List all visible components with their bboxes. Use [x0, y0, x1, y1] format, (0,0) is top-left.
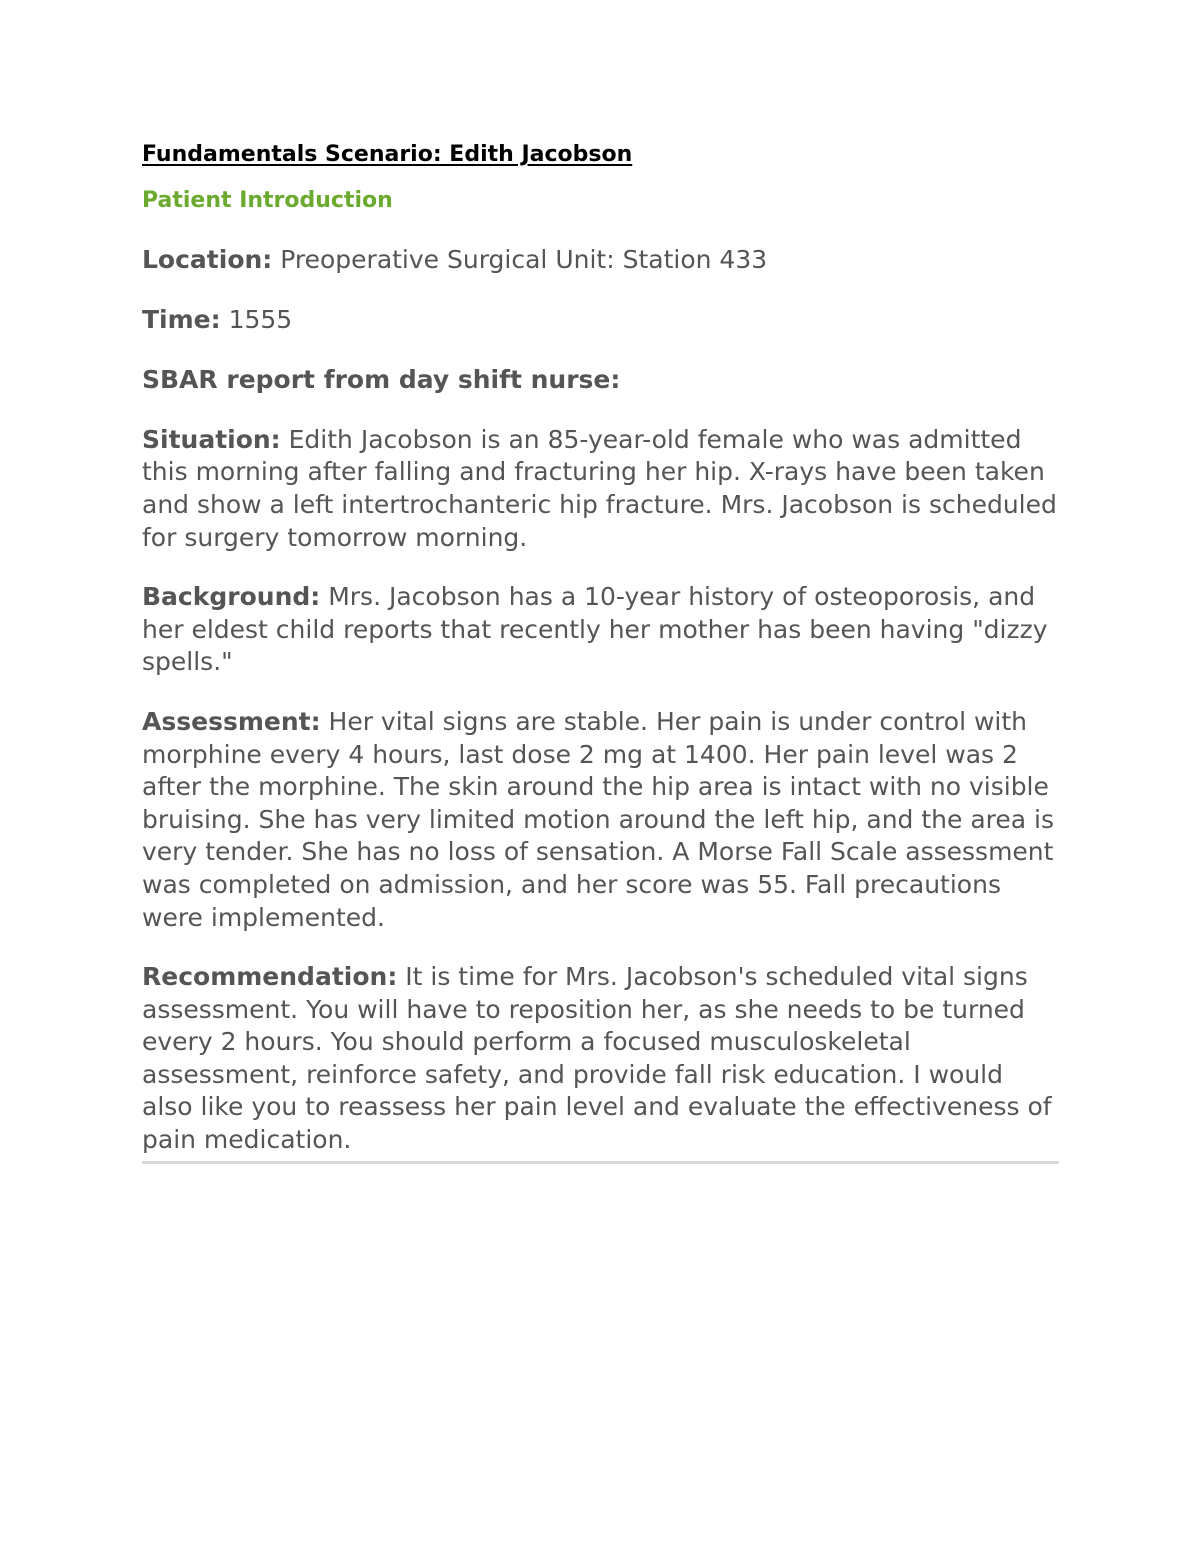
recommendation-text: It is time for Mrs. Jacobson's scheduled vital signs assessment. You will have to reposition her, as she needs to be turned every 2 hours. You should perform a focused musculoskeletal assessment, reinforce safety, and provide fall risk education. I would also like you to reassess her pain level and evaluate the effectiveness of pain medication. — [142, 962, 1052, 1155]
background-label: Background: — [142, 582, 321, 612]
situation-text: Edith Jacobson is an 85-year-old female who was admitted this morning after falling and fracturing her hip. X-rays have been taken and show a left intertrochanteric hip fracture. Mrs. Jacobson is scheduled for surgery tomorrow morning. — [142, 424, 1057, 552]
background-text: Mrs. Jacobson has a 10-year history of osteoporosis, and her eldest child reports that recently her mother has been having "dizzy spells." — [142, 582, 1048, 677]
situation-label: Situation: — [142, 424, 281, 454]
situation-paragraph — [142, 424, 1059, 554]
document-page — [142, 139, 1059, 1164]
recommendation-paragraph — [142, 961, 1059, 1157]
location-value: Preoperative Surgical Unit: Station 433 — [272, 245, 768, 274]
time-label: Time: — [142, 304, 221, 334]
background-paragraph — [142, 581, 1059, 679]
recommendation-label: Recommendation: — [142, 962, 398, 992]
location-label: Location: — [142, 245, 273, 274]
time-value: 1555 — [220, 304, 293, 334]
assessment-paragraph — [142, 706, 1059, 934]
assessment-text: Her vital signs are stable. Her pain is under control with morphine every 4 hours, last dose 2 mg at 1400. Her pain level was 2 after the morphine. The skin around the hip area is intact with no visible bruising. She has very limited motion around the left hip, and the area is very tender. She has no loss of sensation. A Morse Fall Scale assessment was completed on admission, and her score was 55. Fall precautions were implemented. — [142, 706, 1054, 932]
horizontal-rule — [142, 1161, 1059, 1164]
time-field — [142, 304, 1059, 337]
section-heading-patient-introduction: Patient Introduction — [142, 188, 393, 213]
sbar-heading: SBAR report from day shift nurse: — [142, 365, 621, 395]
location-field — [142, 244, 1059, 277]
assessment-label: Assessment: — [142, 706, 321, 736]
document-title: Fundamentals Scenario: Edith Jacobson — [142, 142, 633, 167]
